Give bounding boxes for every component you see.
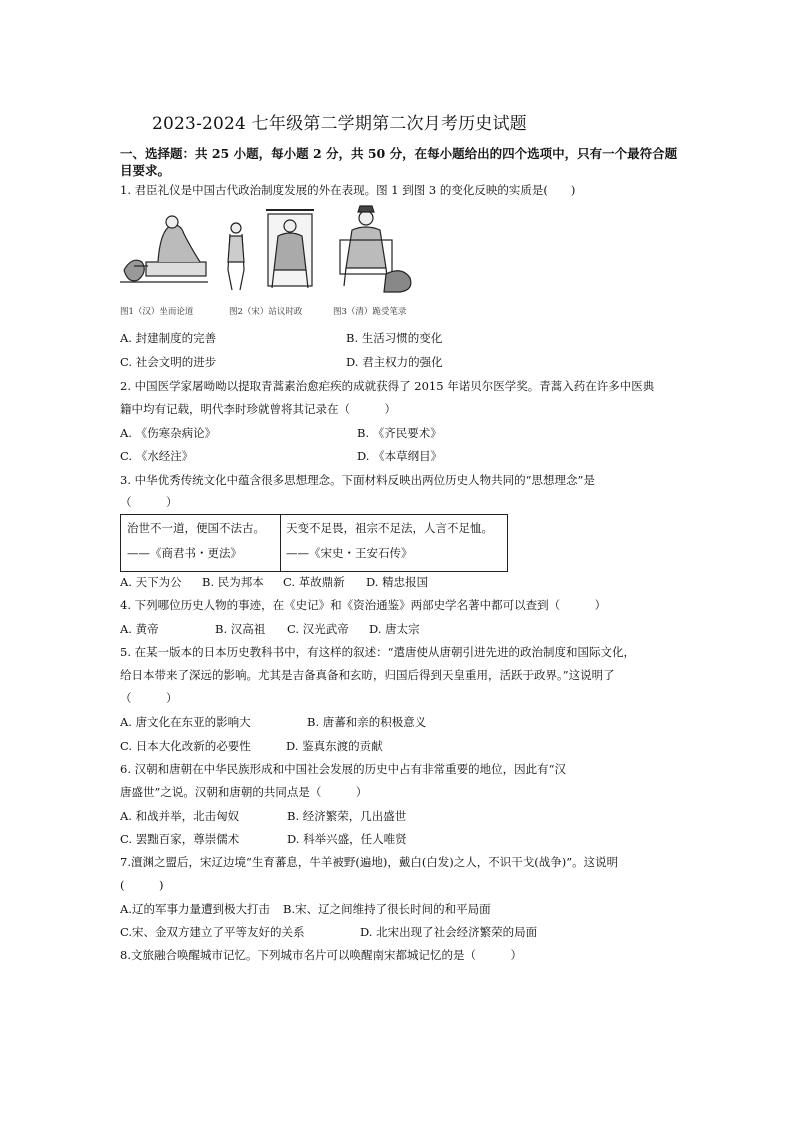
question-3-stem-line-2: （ ） — [120, 495, 178, 509]
question-2-stem-line-2: 籍中均有记载，明代李时珍就曾将其记录在（ ） — [120, 402, 396, 416]
quote-left-source: ——《商君书・更法》 — [127, 546, 242, 560]
question-2-option-a: A. 《伤寒杂病论》 — [120, 426, 217, 440]
question-5-stem-line-2: 给日本带来了深远的影响。尤其是吉备真备和玄昉，归国后得到天皇重用，活跃于政界。”这说明了 — [120, 668, 615, 682]
question-3-option-a: A. 天下为公 — [120, 575, 182, 589]
quote-left-text: 治世不一道，便国不法古。 — [127, 521, 265, 535]
question-4-option-a: A. 黄帝 — [120, 622, 159, 636]
question-3-quote-table — [120, 514, 508, 572]
section-heading: 一、选择题：共 25 小题，每小题 2 分，共 50 分，在每小题给出的四个选项中，只有一个最符合题目要求。 — [120, 146, 678, 178]
page-title: 2023-2024 七年级第二学期第二次月考历史试题 — [152, 114, 527, 134]
question-6-option-a: A. 和战并举，北击匈奴 — [120, 809, 240, 823]
quote-right-text: 天变不足畏，祖宗不足法，人言不足恤。 — [286, 521, 493, 535]
question-5-option-b: B. 唐蕃和亲的积极意义 — [307, 715, 427, 729]
question-2-option-d: D. 《本草纲目》 — [357, 449, 443, 463]
question-5-option-c: C. 日本大化改新的必要性 — [120, 739, 251, 753]
question-6-option-c: C. 罢黜百家，尊崇儒术 — [120, 832, 240, 846]
question-6-option-b: B. 经济繁荣，几出盛世 — [287, 809, 407, 823]
question-7-stem-line-1: 7.澶渊之盟后，宋辽边境“生育蕃息，牛羊被野(遍地)，戴白(白发)之人，不识干戈(战争)”。这说明 — [120, 855, 619, 869]
figure-3-caption: 图3（清）跪受笔录 — [333, 307, 407, 317]
question-3-option-c: C. 革故鼎新 — [283, 575, 345, 589]
quote-right-source: ——《宋史・王安石传》 — [286, 546, 413, 560]
question-2-stem-line-1: 2. 中国医学家屠呦呦以提取青蒿素治愈疟疾的成就获得了 2015 年诺贝尔医学奖。青蒿入药在许多中医典 — [120, 379, 655, 393]
question-4-stem: 4. 下列哪位历史人物的事迹，在《史记》和《资治通鉴》两部史学名著中都可以查到（ ） — [120, 598, 607, 612]
question-2-option-c: C. 《水经注》 — [120, 449, 194, 463]
question-3-stem-line-1: 3. 中华优秀传统文化中蕴含很多思想理念。下面材料反映出两位历史人物共同的“思想理念”是 — [120, 473, 595, 487]
question-1-option-d: D. 君主权力的强化 — [346, 355, 443, 369]
question-5-option-a: A. 唐文化在东亚的影响大 — [120, 715, 251, 729]
question-4-option-d: D. 唐太宗 — [369, 622, 420, 636]
question-7-option-c: C.宋、金双方建立了平等友好的关系 — [120, 925, 305, 939]
question-3-option-d: D. 精忠报国 — [366, 575, 429, 589]
illustration-image — [118, 200, 418, 310]
question-1-option-c: C. 社会文明的进步 — [120, 355, 217, 369]
question-1-option-a: A. 封建制度的完善 — [120, 331, 217, 345]
question-4-option-c: C. 汉光武帝 — [287, 622, 349, 636]
question-8-stem: 8.文旅融合唤醒城市记忆。下列城市名片可以唤醒南宋都城记忆的是（ ） — [120, 948, 522, 962]
question-7-option-d: D. 北宋出现了社会经济繁荣的局面 — [360, 925, 538, 939]
figure-1-caption: 图1（汉）坐而论道 — [120, 307, 194, 317]
question-6-stem-line-2: 唐盛世”之说。汉朝和唐朝的共同点是（ ） — [120, 785, 368, 799]
question-7-stem-line-2: ( ) — [120, 878, 164, 892]
figure-2-caption: 图2（宋）站议时政 — [229, 307, 303, 317]
question-6-option-d: D. 科举兴盛，任人唯贤 — [287, 832, 407, 846]
question-6-stem-line-1: 6. 汉朝和唐朝在中华民族形成和中国社会发展的历史中占有非常重要的地位，因此有“汉 — [120, 762, 567, 776]
table-divider — [280, 515, 281, 571]
question-3-option-b: B. 民为邦本 — [202, 575, 264, 589]
question-5-stem-line-3: （ ） — [120, 691, 178, 705]
question-2-option-b: B. 《齐民要术》 — [357, 426, 442, 440]
question-7-option-a: A.辽的军事力量遭到极大打击 — [120, 902, 270, 916]
question-1-figure — [118, 200, 418, 320]
question-1-stem: 1. 君臣礼仪是中国古代政治制度发展的外在表现。图 1 到图 3 的变化反映的实质是( ) — [120, 183, 576, 197]
question-1-option-b: B. 生活习惯的变化 — [346, 331, 443, 345]
question-4-option-b: B. 汉高祖 — [215, 622, 266, 636]
question-7-option-b: B.宋、辽之间维持了很长时间的和平局面 — [283, 902, 491, 916]
question-5-stem-line-1: 5. 在某一版本的日本历史教科书中，有这样的叙述：“遣唐使从唐朝引进先进的政治制度和国际文化， — [120, 645, 636, 659]
question-5-option-d: D. 鉴真东渡的贡献 — [286, 739, 383, 753]
